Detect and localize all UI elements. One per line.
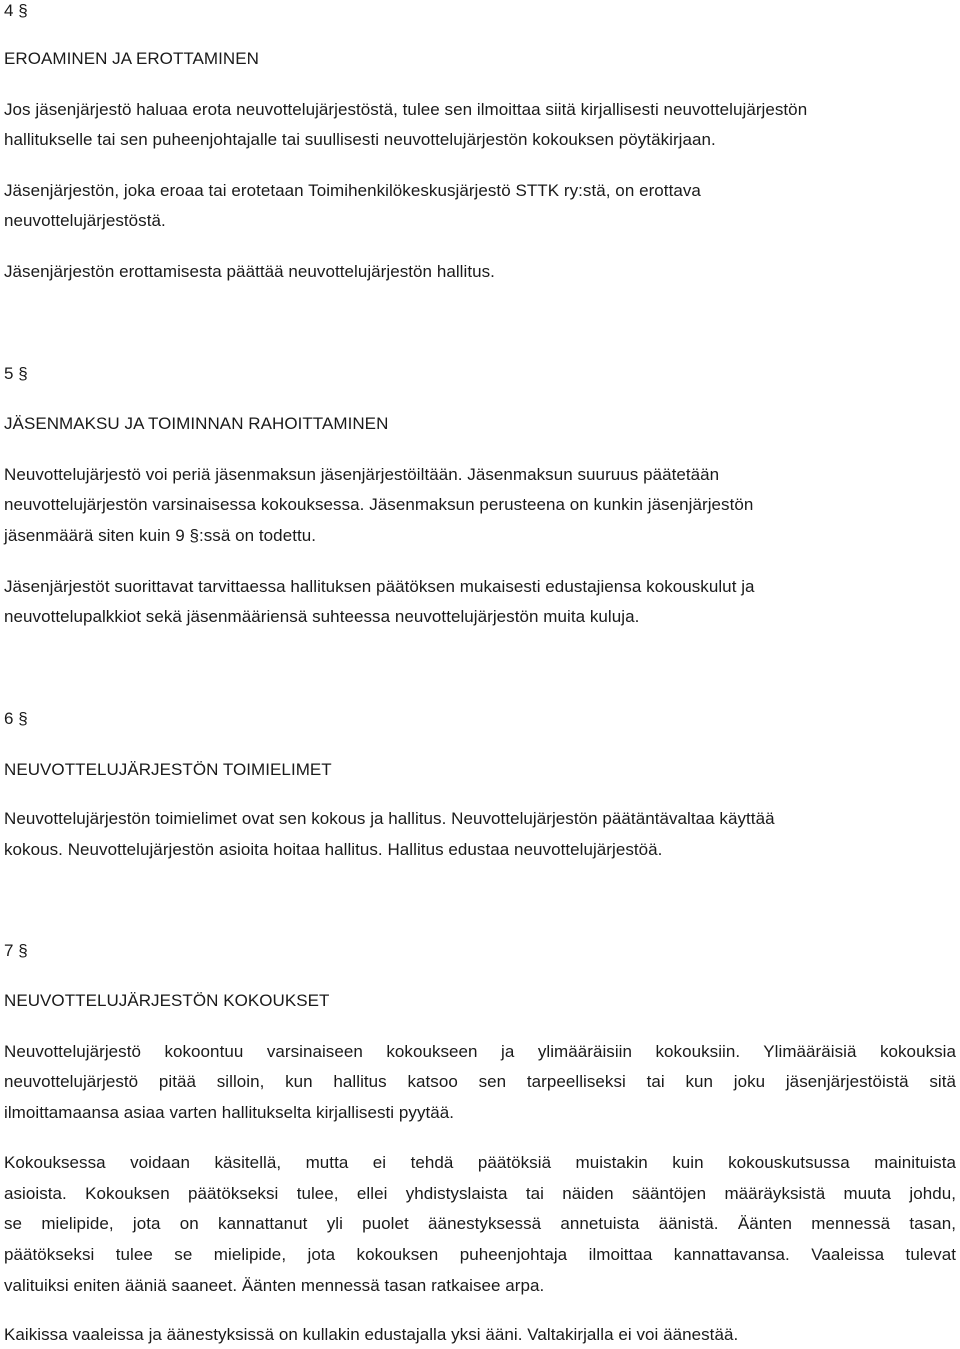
section-7-line-9: Kaikissa vaaleissa ja äänestyksissä on kullakin edustajalla yksi ääni. Valtakirjalla ei voi äänestää. [4, 1325, 739, 1344]
section-5-heading: JÄSENMAKSU JA TOIMINNAN RAHOITTAMINEN [4, 414, 389, 433]
section-5-line-3: jäsenmäärä siten kuin 9 §:ssä on todettu. [4, 526, 317, 545]
section-7-line-6: se mielipide, jota on kannattanut yli puolet äänestyksessä annetuista äänistä. Äänten mennessä tasan, [4, 1214, 956, 1233]
section-7-number: 7 § [4, 941, 28, 960]
section-7-line-1: Neuvottelujärjestö kokoontuu varsinaiseen kokoukseen ja ylimääräisiin kokouksiin. Ylimääräisiä kokouksia [4, 1042, 956, 1061]
section-4-line-5: Jäsenjärjestön erottamisesta päättää neuvottelujärjestön hallitus. [4, 262, 495, 281]
section-5-number: 5 § [4, 364, 28, 383]
section-7-line-8: valituiksi eniten ääniä saaneet. Äänten mennessä tasan ratkaisee arpa. [4, 1276, 545, 1295]
section-7-line-3: ilmoittamaansa asiaa varten hallitukselta kirjallisesti pyytää. [4, 1103, 455, 1122]
section-7-line-4: Kokouksessa voidaan käsitellä, mutta ei tehdä päätöksiä muistakin kuin kokouskutsussa mainituista [4, 1153, 956, 1172]
section-4-line-1: Jos jäsenjärjestö haluaa erota neuvottelujärjestöstä, tulee sen ilmoittaa siitä kirjallisesti neuvottelujärjestön [4, 100, 808, 119]
section-6-number: 6 § [4, 709, 28, 728]
section-4-line-2: hallitukselle tai sen puheenjohtajalle tai suullisesti neuvottelujärjestön kokouksen pöytäkirjaan. [4, 130, 716, 149]
section-7-line-2: neuvottelujärjestö pitää silloin, kun hallitus katsoo sen tarpeelliseksi tai kun joku jäsenjärjestöistä sitä [4, 1072, 956, 1091]
section-5-line-5: neuvottelupalkkiot sekä jäsenmääriensä suhteessa neuvottelujärjestön muita kuluja. [4, 607, 640, 626]
section-5-line-1: Neuvottelujärjestö voi periä jäsenmaksun jäsenjärjestöiltään. Jäsenmaksun suuruus päätetään [4, 465, 720, 484]
section-6-heading: NEUVOTTELUJÄRJESTÖN TOIMIELIMET [4, 760, 332, 779]
section-7-line-5: asioista. Kokouksen päätökseksi tulee, ellei yhdistyslaista tai näiden sääntöjen määräyksistä muuta johdu, [4, 1184, 956, 1203]
section-4-line-4: neuvottelujärjestöstä. [4, 211, 166, 230]
section-7-heading: NEUVOTTELUJÄRJESTÖN KOKOUKSET [4, 991, 330, 1010]
section-5-line-2: neuvottelujärjestön varsinaisessa kokouksessa. Jäsenmaksun perusteena on kunkin jäsenjärjestön [4, 495, 754, 514]
section-4-heading: EROAMINEN JA EROTTAMINEN [4, 49, 259, 68]
section-4-line-3: Jäsenjärjestön, joka eroaa tai erotetaan Toimihenkilökeskusjärjestö STTK ry:stä, on erottava [4, 181, 701, 200]
section-6-line-1: Neuvottelujärjestön toimielimet ovat sen kokous ja hallitus. Neuvottelujärjestön päätäntävaltaa käyttää [4, 809, 775, 828]
section-7-line-7: päätökseksi tulee se mielipide, jota kokouksen puheenjohtaja ilmoittaa kannattavansa. Vaaleissa tulevat [4, 1245, 956, 1264]
section-6-line-2: kokous. Neuvottelujärjestön asioita hoitaa hallitus. Hallitus edustaa neuvottelujärjestöä. [4, 840, 663, 859]
section-5-line-4: Jäsenjärjestöt suorittavat tarvittaessa hallituksen päätöksen mukaisesti edustajiensa kokouskulut ja [4, 577, 755, 596]
section-4-number: 4 § [4, 1, 28, 20]
